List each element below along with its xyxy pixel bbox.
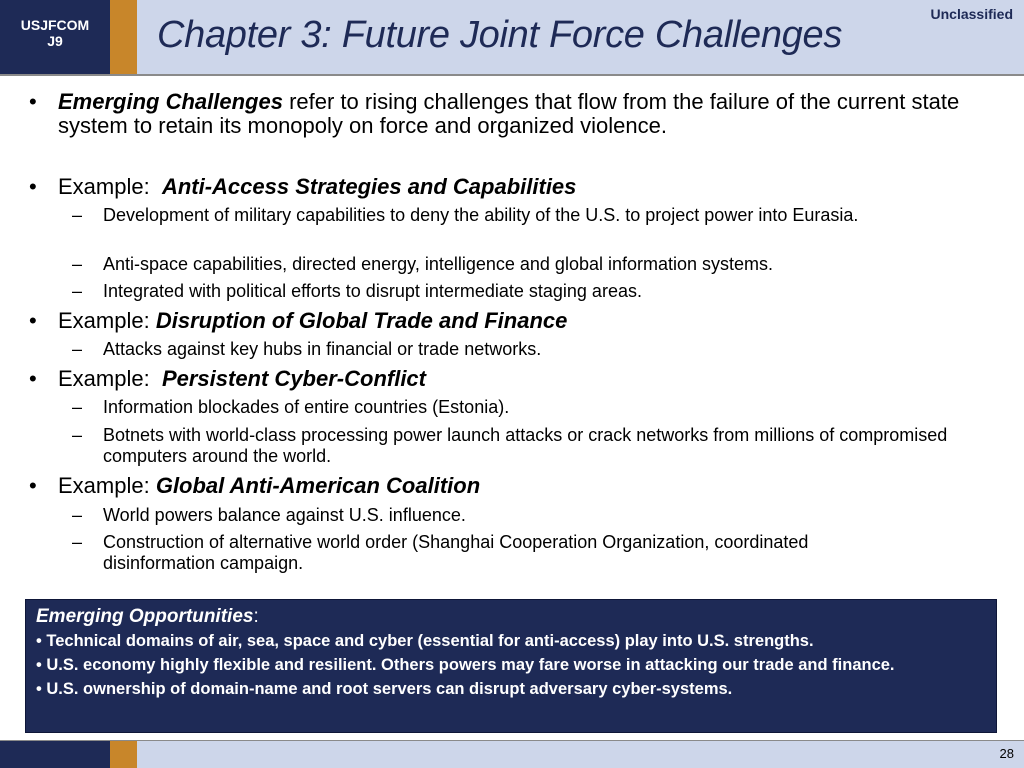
slide-title: Chapter 3: Future Joint Force Challenges [157, 14, 843, 56]
bullet-prefix: Example: [58, 174, 162, 199]
sub-bullet: Integrated with political efforts to disrupt intermediate staging areas. [103, 281, 642, 301]
opportunities-box [25, 599, 997, 733]
opportunity-item: • U.S. economy highly flexible and resilient. Others powers may fare worse in attacking our trade and finance. [36, 656, 895, 674]
footer-band [0, 741, 1024, 768]
sub-bullet: Attacks against key hubs in financial or trade networks. [103, 339, 542, 359]
dash-marker: – [72, 425, 83, 445]
opportunity-item: • U.S. ownership of domain-name and root servers can disrupt adversary cyber-systems. [36, 680, 733, 698]
dash-marker: – [72, 339, 83, 359]
header-divider [0, 74, 1024, 76]
dash-marker: – [72, 532, 83, 552]
bullet-topic: Disruption of Global Trade and Finance [155, 308, 568, 333]
sub-bullet: Construction of alternative world order (Shanghai Cooperation Organization, coordinated disinformation campaign. [103, 532, 809, 573]
header-accent-bar [110, 0, 137, 75]
bullet-example [58, 175, 988, 199]
sub-bullet: Anti-space capabilities, directed energy, intelligence and global information systems. [103, 254, 774, 274]
bullet-example [58, 309, 988, 333]
bullet-prefix: Example: [58, 308, 156, 333]
bullet-topic: Persistent Cyber-Conflict [161, 366, 426, 391]
sub-bullet: Botnets with world-class processing power launch attacks or crack networks from millions of compromised computers around the world. [103, 425, 948, 466]
org-line-2: J9 [47, 33, 63, 49]
dash-marker: – [72, 205, 83, 225]
dash-marker: – [72, 505, 83, 525]
bullet-prefix: Example: [58, 473, 156, 498]
org-logo-block [0, 0, 110, 75]
bullet-definition [58, 90, 988, 138]
page-number: 28 [999, 746, 1014, 761]
opportunities-title: Emerging Opportunities [36, 606, 254, 627]
classification-label: Unclassified [930, 6, 1013, 22]
bullet-prefix: Example: [58, 366, 162, 391]
dash-marker: – [72, 254, 83, 274]
sub-bullet: World powers balance against U.S. influence. [103, 505, 466, 525]
bullet-marker: • [29, 308, 37, 333]
bullet-example [58, 367, 988, 391]
bullet-text: refer to rising challenges that flow from the failure of the current state system to retain its monopoly on force and organized violence. [58, 89, 960, 138]
bullet-topic: Global Anti-American Coalition [155, 473, 481, 498]
opportunities-heading [36, 605, 986, 629]
dash-marker: – [72, 281, 83, 301]
dash-marker: – [72, 397, 83, 417]
opportunity-item: • Technical domains of air, sea, space and cyber (essential for anti-access) play into U.S. strengths. [36, 632, 814, 650]
sub-bullet: Information blockades of entire countries (Estonia). [103, 397, 510, 417]
bullet-example [58, 474, 988, 498]
footer-navy-block [0, 741, 110, 768]
bullet-topic: Anti-Access Strategies and Capabilities [161, 174, 577, 199]
sub-bullet: Development of military capabilities to deny the ability of the U.S. to project power into Eurasia. [103, 205, 859, 225]
bullet-term: Emerging Challenges [58, 89, 283, 114]
bullet-marker: • [29, 473, 37, 498]
footer-accent-bar [110, 741, 137, 768]
bullet-marker: • [29, 174, 37, 199]
org-line-1: USJFCOM [20, 17, 90, 33]
bullet-marker: • [29, 366, 37, 391]
bullet-marker: • [29, 89, 37, 114]
opportunities-colon: : [253, 606, 259, 627]
